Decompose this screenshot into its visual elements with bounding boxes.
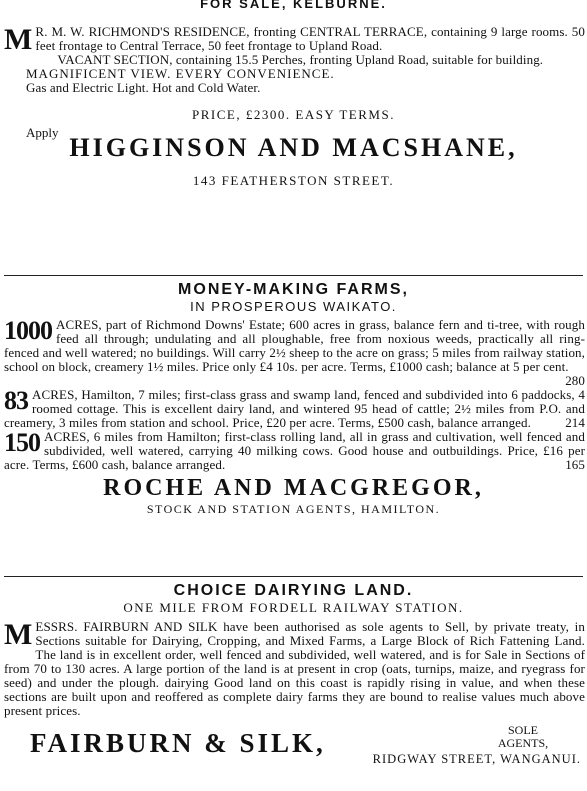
drop-cap: M — [4, 618, 33, 651]
listing-item — [4, 430, 585, 472]
ad-title: CHOICE DAIRYING LAND. — [173, 582, 414, 599]
listing-item — [4, 388, 585, 430]
sole-agents-label — [478, 724, 568, 750]
acreage-number: 150 — [4, 428, 40, 457]
sole-label: SOLE — [508, 723, 538, 737]
firm-address: 143 FEATHERSTON STREET. — [192, 173, 395, 188]
paragraph: ESSRS. FAIRBURN AND SILK have been authorised as sole agents to Sell, by private treaty, in Sections suitable for Dairying, Cropping, and Mixed Farms, a Large Block of Rich Fattening Land. The land is in excellent order, well fenced and subdivided, well watered, and is for Sale in Sections of from 70 to 130 acres. A large portion of the land is at present in crop (oats, turnips, maize, and ryegrass for seed) and under the plough. dairying Good land on this coast is rapidly rising in value, and when these sections are built upon and reoffered as complete dairy farms they are bound to realise values much above present prices. — [4, 619, 585, 718]
divider-rule — [4, 275, 583, 276]
firm-name: HIGGINSON AND MACSHANE, — [69, 133, 518, 162]
listing-ref: 165 — [565, 457, 585, 472]
paragraph: Gas and Electric Light. Hot and Cold Water. — [26, 80, 261, 95]
listing-text: ACRES, part of Richmond Downs' Estate; 600 acres in grass, balance fern and ti-tree, with rough feed all through; undulating and all ploughable, free from noxious weeds, practically all ring-fenced and well watered; no buildings. Will carry 2½ sheep to the acre on grass; 5 miles from railway station, school on block, creamery 1½ miles. Price only £4 10s. per acre. Terms, £1000 cash; balance at 5 per cent. — [4, 317, 585, 374]
acreage-number: 83 — [4, 386, 28, 415]
firm-block — [0, 125, 587, 165]
drop-cap: M — [4, 23, 33, 56]
listing-ref: 280 — [565, 373, 585, 388]
agents-label: AGENTS, — [497, 736, 549, 750]
ad-title: MONEY-MAKING FARMS, — [178, 281, 409, 298]
listing-item — [4, 318, 585, 388]
ad-subtitle: IN PROSPEROUS WAIKATO. — [190, 299, 397, 314]
firm-name: ROCHE AND MACGREGOR, — [103, 475, 484, 501]
firm-address: RIDGWAY STREET, WANGANUI. — [372, 752, 581, 766]
listing-text: ACRES, 6 miles from Hamilton; first-class rolling land, all in grass and cultivation, well fenced and subdivided, well watered, carrying 40 milking cows. Good house and outbuildings. Price, £16 per acre. Terms, £600 cash, balance arranged. — [4, 429, 585, 472]
ad-kelburne — [0, 0, 587, 189]
ad-body — [4, 620, 585, 718]
divider-rule — [4, 576, 583, 577]
firm-name: FAIRBURN & SILK, — [30, 728, 326, 758]
price-line: PRICE, £2300. EASY TERMS. — [192, 107, 395, 122]
ad-waikato-farms — [0, 281, 587, 517]
paragraph: VACANT SECTION, containing 15.5 Perches, fronting Upland Road, suitable for building. — [57, 52, 544, 67]
firm-agents: STOCK AND STATION AGENTS, HAMILTON. — [146, 502, 441, 516]
ad-subtitle: ONE MILE FROM FORDELL RAILWAY STATION. — [123, 600, 464, 615]
paragraph: MAGNIFICENT VIEW. EVERY CONVENIENCE. — [26, 66, 335, 81]
paragraph: R. M. W. RICHMOND'S RESIDENCE, fronting CENTRAL TERRACE, containing 9 large rooms. 50 feet frontage to Central Terrace, 50 feet frontage to Upland Road. — [35, 24, 585, 53]
ad-body — [4, 25, 585, 95]
listing-ref: 214 — [565, 415, 585, 430]
ad-header: FOR SALE, KELBURNE. — [200, 0, 387, 11]
firm-block — [0, 724, 587, 772]
acreage-number: 1000 — [4, 316, 52, 345]
apply-label: Apply — [26, 125, 59, 140]
listing-text: ACRES, Hamilton, 7 miles; first-class grass and swamp land, fenced and subdivided into 6 paddocks, 4 roomed cottage. This is excellent dairy land, and wintered 95 head of cattle; 2½ miles from P.O. and creamery, 3 miles from station and school. Price, £20 per acre. Terms, £500 cash, balance arranged. — [4, 387, 585, 430]
ad-dairying-land — [0, 582, 587, 772]
